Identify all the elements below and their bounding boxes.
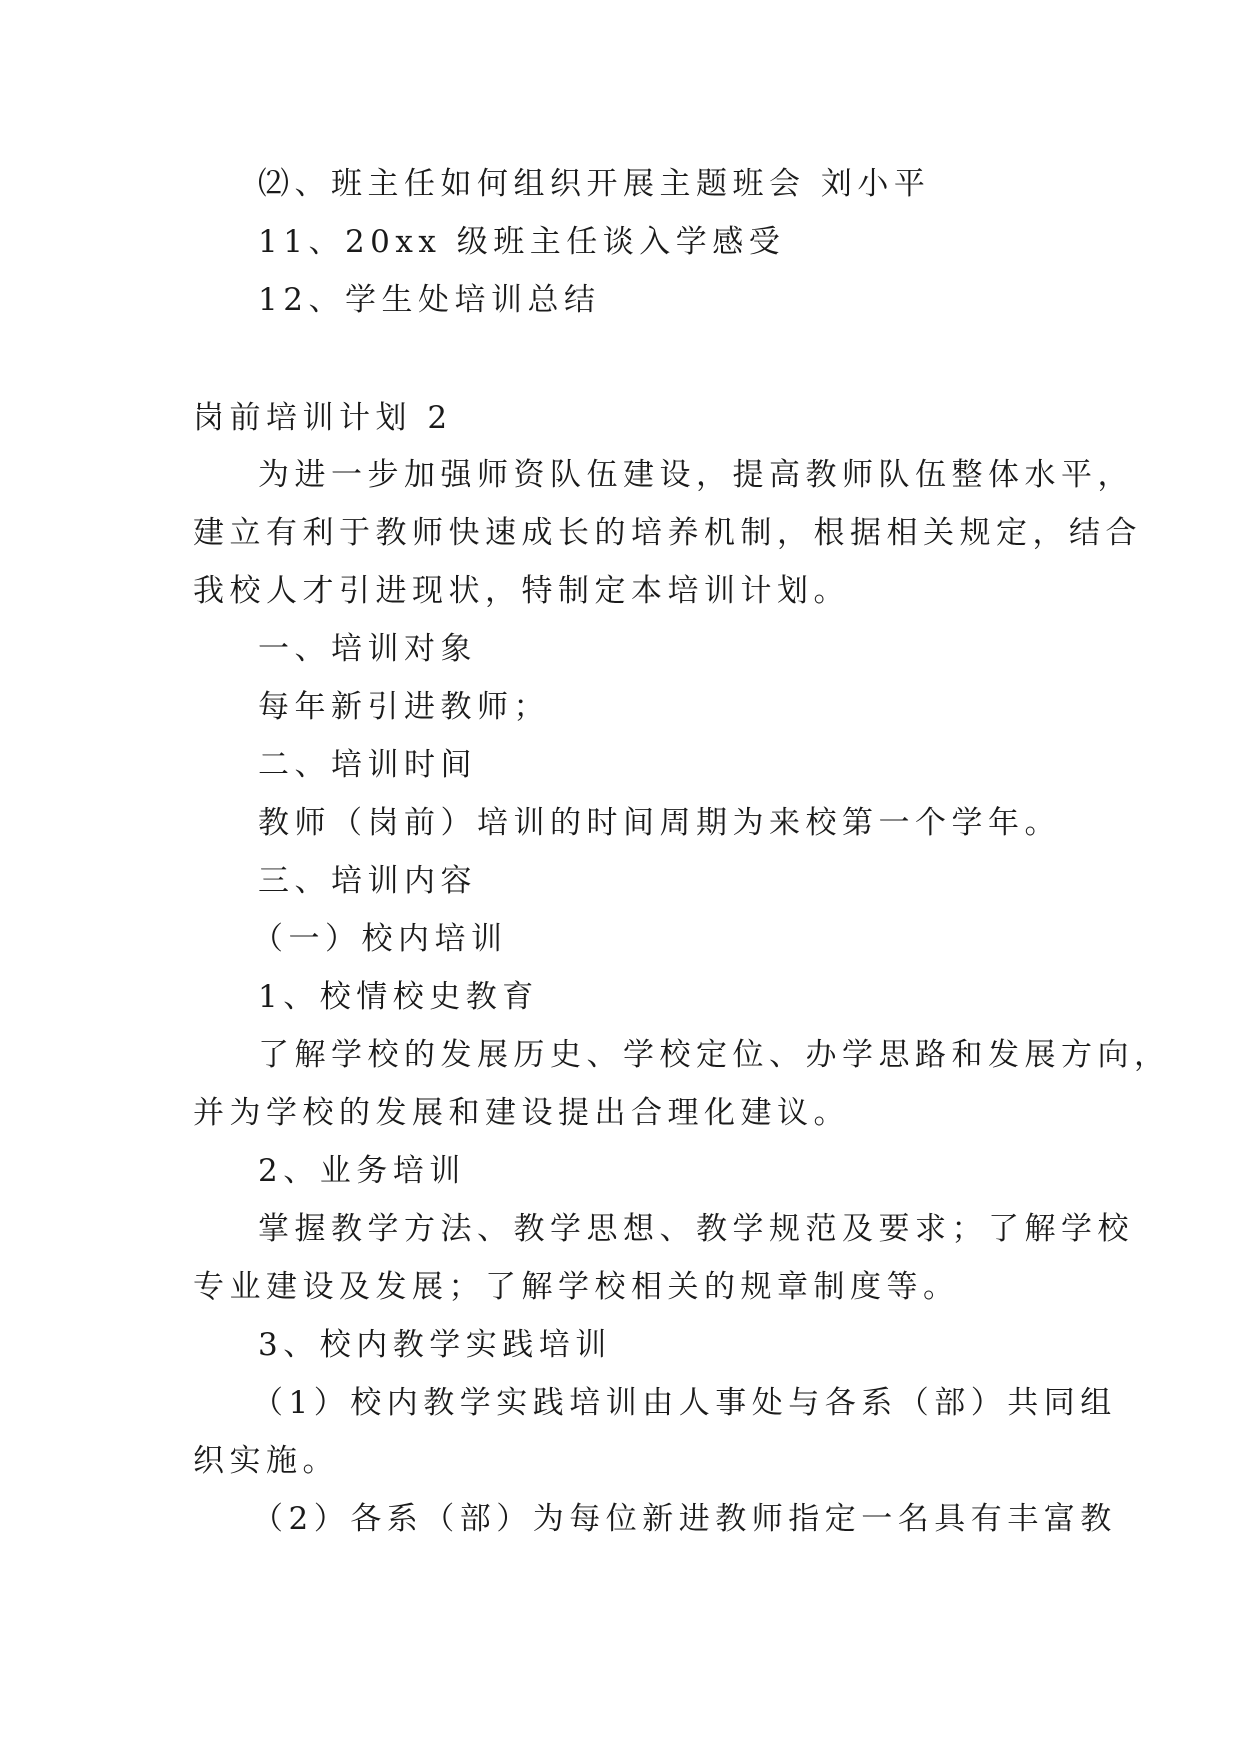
teaching-practice-1-line-2: 织实施。: [193, 1443, 339, 1479]
training-time-text: 教师（岗前）培训的时间周期为来校第一个学年。: [258, 805, 1061, 841]
heading-training-content: 三、培训内容: [258, 863, 477, 899]
intro-paragraph-line-1: 为进一步加强师资队伍建设，提高教师队伍整体水平，: [258, 457, 1134, 493]
business-training-text-line-2: 专业建设及发展；了解学校相关的规章制度等。: [193, 1269, 960, 1305]
agenda-item-12: 12、学生处培训总结: [258, 282, 601, 318]
training-target-text: 每年新引进教师；: [258, 689, 550, 725]
school-history-text-line-1: 了解学校的发展历史、学校定位、办学思路和发展方向，: [258, 1037, 1171, 1073]
item-business-training: 2、业务培训: [258, 1153, 466, 1189]
intro-paragraph-line-2: 建立有利于教师快速成长的培养机制，根据相关规定，结合: [193, 515, 1142, 551]
school-history-text-line-2: 并为学校的发展和建设提出合理化建议。: [193, 1095, 850, 1131]
agenda-item-class-meeting: ⑵、班主任如何组织开展主题班会 刘小平: [258, 166, 931, 202]
teaching-practice-2-line-1: （2）各系（部）为每位新进教师指定一名具有丰富教: [252, 1501, 1117, 1537]
intro-paragraph-line-3: 我校人才引进现状，特制定本培训计划。: [193, 573, 850, 609]
item-school-history: 1、校情校史教育: [258, 979, 539, 1015]
business-training-text-line-1: 掌握教学方法、教学思想、教学规范及要求；了解学校: [258, 1211, 1134, 1247]
teaching-practice-1-line-1: （1）校内教学实践培训由人事处与各系（部）共同组: [252, 1385, 1117, 1421]
heading-training-target: 一、培训对象: [258, 631, 477, 667]
subheading-on-campus: （一）校内培训: [252, 921, 508, 957]
section-title: 岗前培训计划 2: [193, 400, 453, 436]
agenda-item-11: 11、20xx 级班主任谈入学感受: [258, 224, 786, 260]
heading-training-time: 二、培训时间: [258, 747, 477, 783]
item-teaching-practice: 3、校内教学实践培训: [258, 1327, 612, 1363]
